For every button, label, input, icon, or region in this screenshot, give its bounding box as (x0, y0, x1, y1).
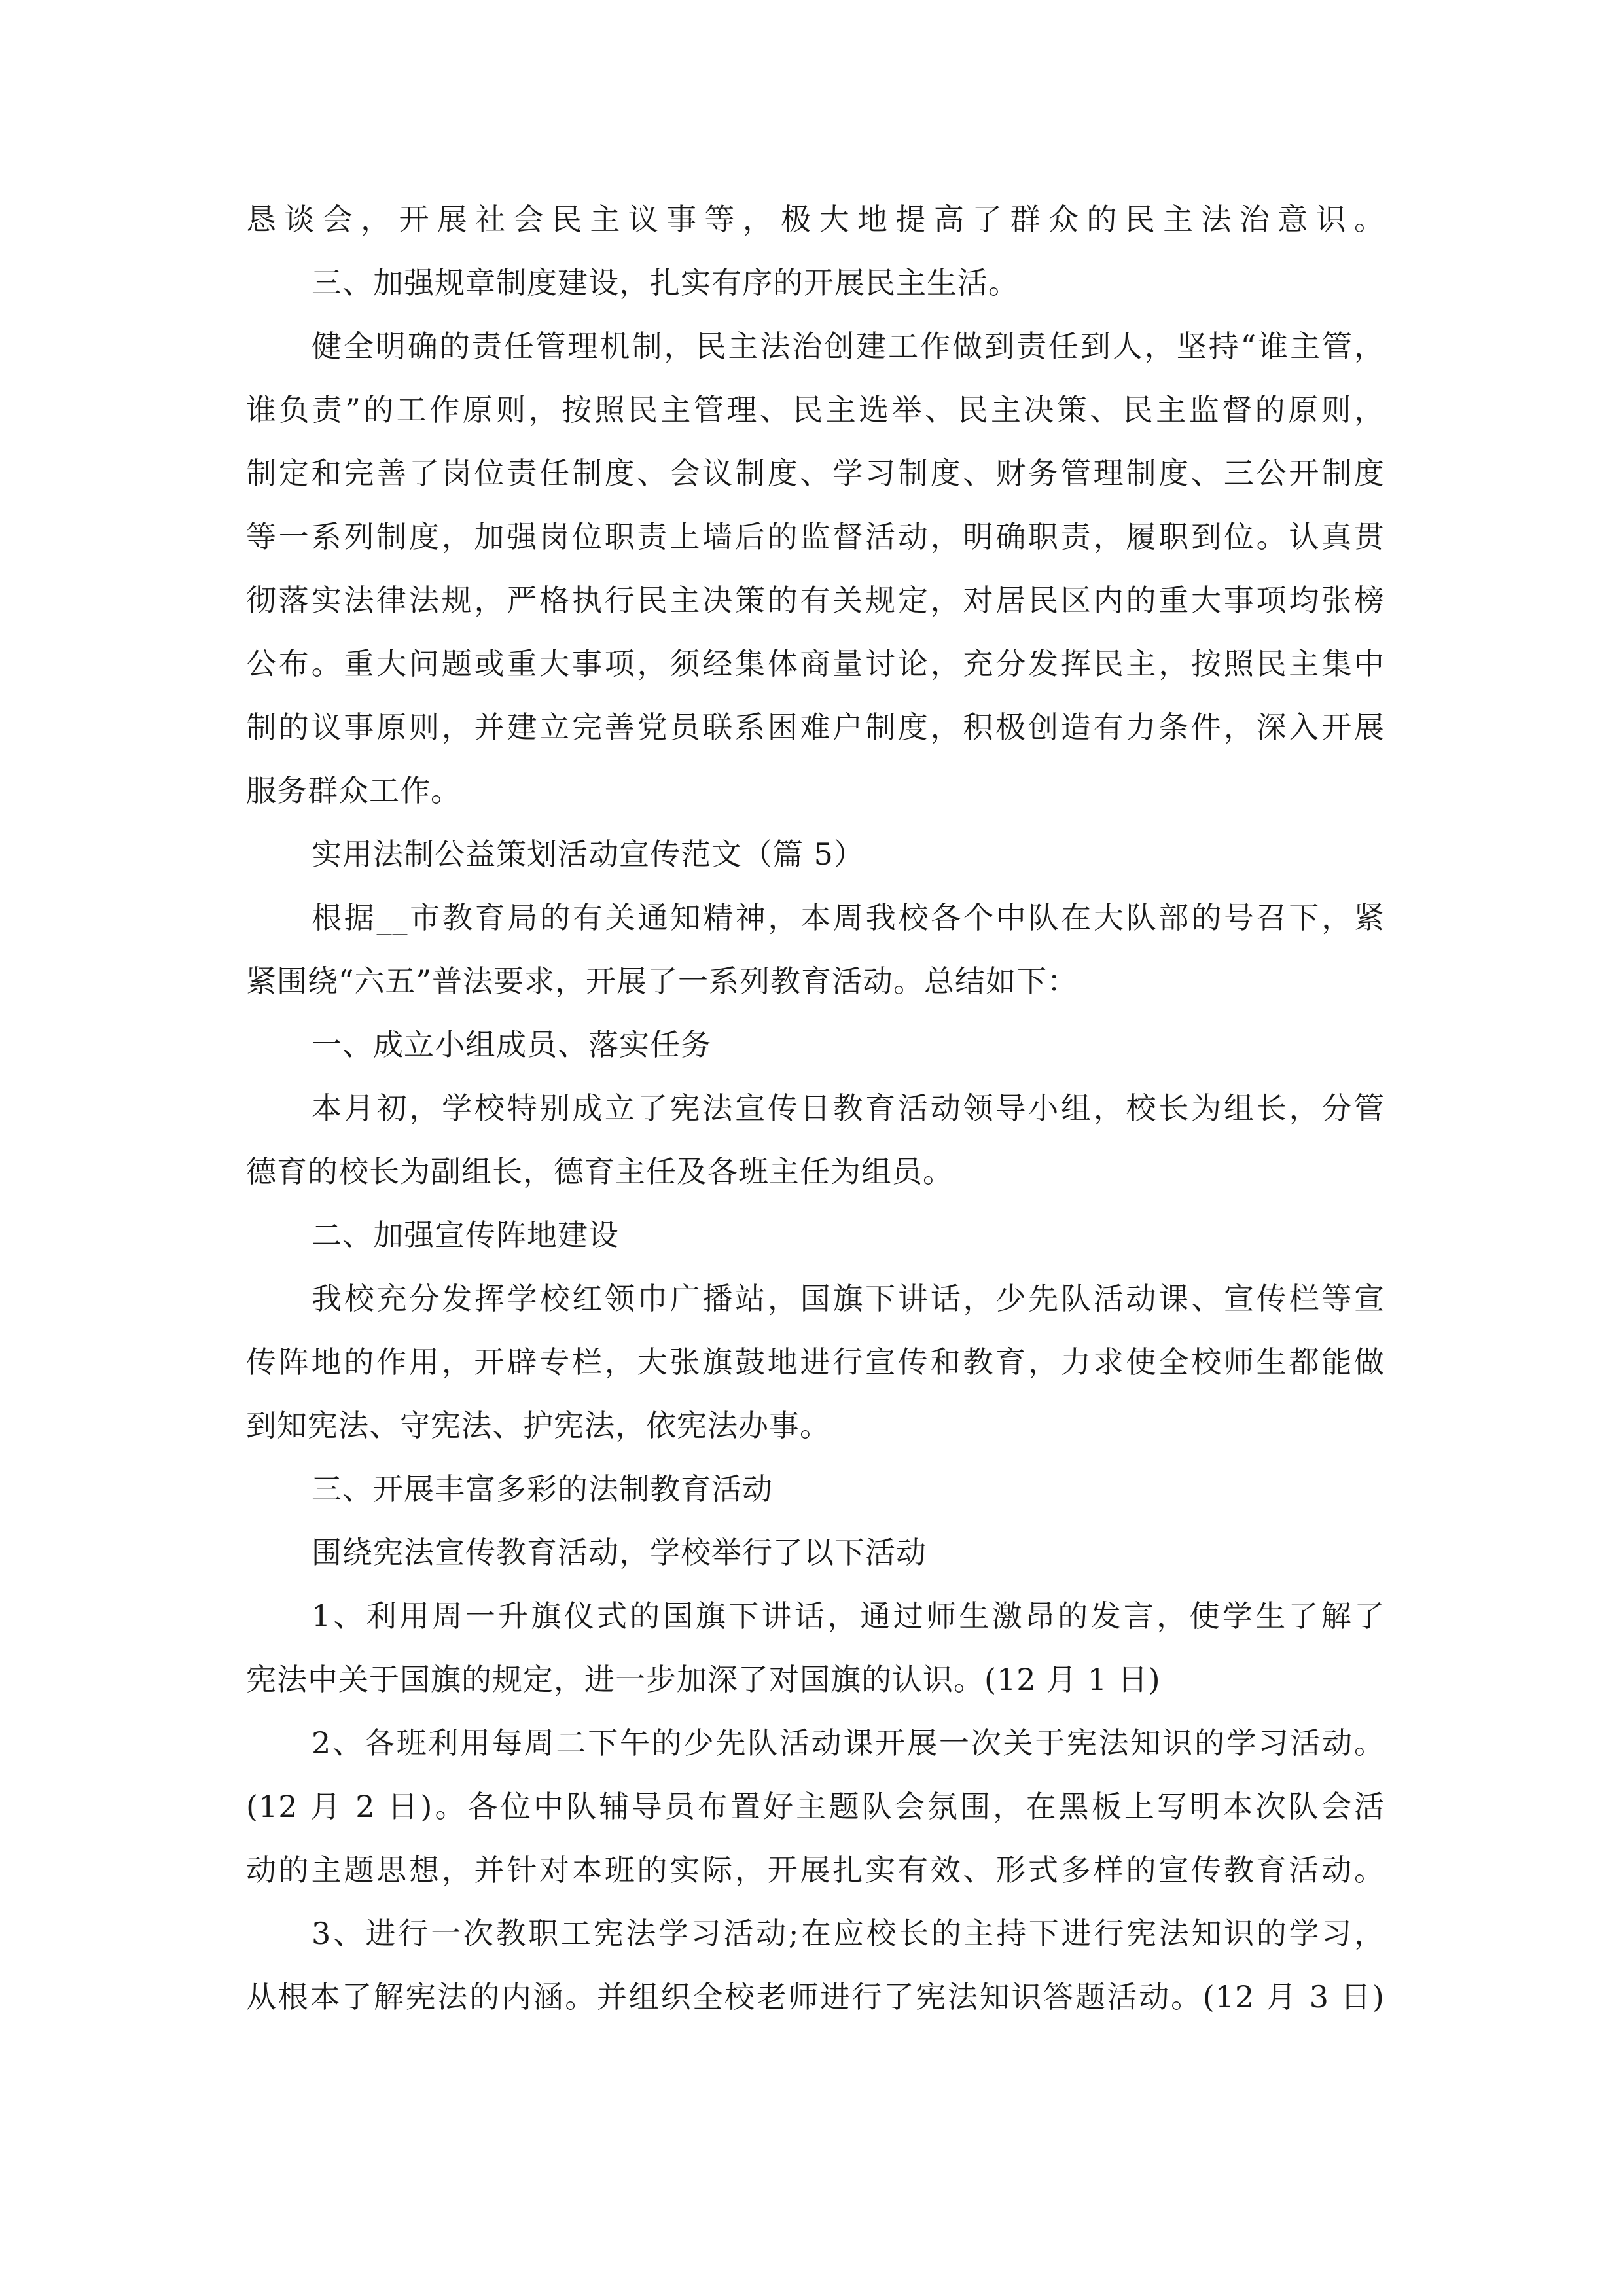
text-line: 德育的校长为副组长，德育主任及各班主任为组员。 (246, 1154, 954, 1189)
section-heading: 三、开展丰富多彩的法制教育活动 (312, 1471, 773, 1507)
text-line: 紧围绕“六五”普法要求，开展了一系列教育活动。总结如下： (246, 963, 1079, 999)
text-line: 制定和完善了岗位责任制度、会议制度、学习制度、财务管理制度、三公开制度 (246, 456, 1385, 491)
text-line: 宪法中关于国旗的规定，进一步加深了对国旗的认识。(12 月 1 日) (246, 1662, 1161, 1697)
text-line: 本月初，学校特别成立了宪法宣传日教育活动领导小组，校长为组长，分管 (312, 1090, 1385, 1126)
text-line: 制的议事原则，并建立完善党员联系困难户制度，积极创造有力条件，深入开展 (246, 709, 1385, 745)
text-line: 健全明确的责任管理机制，民主法治创建工作做到责任到人，坚持“谁主管， (312, 329, 1385, 364)
text-line: 等一系列制度，加强岗位职责上墙后的监督活动，明确职责，履职到位。认真贯 (246, 519, 1385, 554)
section-heading: 一、成立小组成员、落实任务 (312, 1027, 711, 1062)
text-line: 彻落实法律法规，严格执行民主决策的有关规定，对居民区内的重大事项均张榜 (246, 583, 1385, 618)
text-line: 从根本了解宪法的内涵。并组织全校老师进行了宪法知识答题活动。(12 月 3 日) (246, 1979, 1385, 2015)
text-line: 3、进行一次教职工宪法学习活动;在应校长的主持下进行宪法知识的学习， (312, 1916, 1385, 1951)
text-line: (12 月 2 日)。各位中队辅导员布置好主题队会氛围，在黑板上写明本次队会活 (246, 1789, 1385, 1824)
text-line: 2、各班利用每周二下午的少先队活动课开展一次关于宪法知识的学习活动。 (312, 1725, 1385, 1761)
text-line: 谁负责”的工作原则，按照民主管理、民主选举、民主决策、民主监督的原则， (246, 392, 1385, 427)
text-line: 我校充分发挥学校红领巾广播站，国旗下讲话，少先队活动课、宣传栏等宣 (312, 1281, 1385, 1316)
text-line: 公布。重大问题或重大事项，须经集体商量讨论，充分发挥民主，按照民主集中 (246, 646, 1385, 681)
text-line: 动的主题思想，并针对本班的实际，开展扎实有效、形式多样的宣传教育活动。 (246, 1852, 1385, 1888)
article-title: 实用法制公益策划活动宣传范文（篇 5） (312, 836, 865, 872)
text-line: 服务群众工作。 (246, 773, 461, 808)
text-line: 围绕宪法宣传教育活动，学校举行了以下活动 (312, 1535, 927, 1570)
section-heading: 二、加强宣传阵地建设 (312, 1217, 619, 1253)
text-line: 传阵地的作用，开辟专栏，大张旗鼓地进行宣传和教育，力求使全校师生都能做 (246, 1344, 1385, 1380)
text-line: 到知宪法、守宪法、护宪法，依宪法办事。 (246, 1408, 830, 1443)
text-line: 1、利用周一升旗仪式的国旗下讲话，通过师生激昂的发言，使学生了解了 (312, 1598, 1385, 1634)
section-heading: 三、加强规章制度建设，扎实有序的开展民主生活。 (312, 265, 1019, 300)
text-line: 根据__市教育局的有关通知精神，本周我校各个中队在大队部的号召下，紧 (312, 900, 1385, 935)
text-line: 恳谈会，开展社会民主议事等，极大地提高了群众的民主法治意识。 (246, 202, 1385, 237)
